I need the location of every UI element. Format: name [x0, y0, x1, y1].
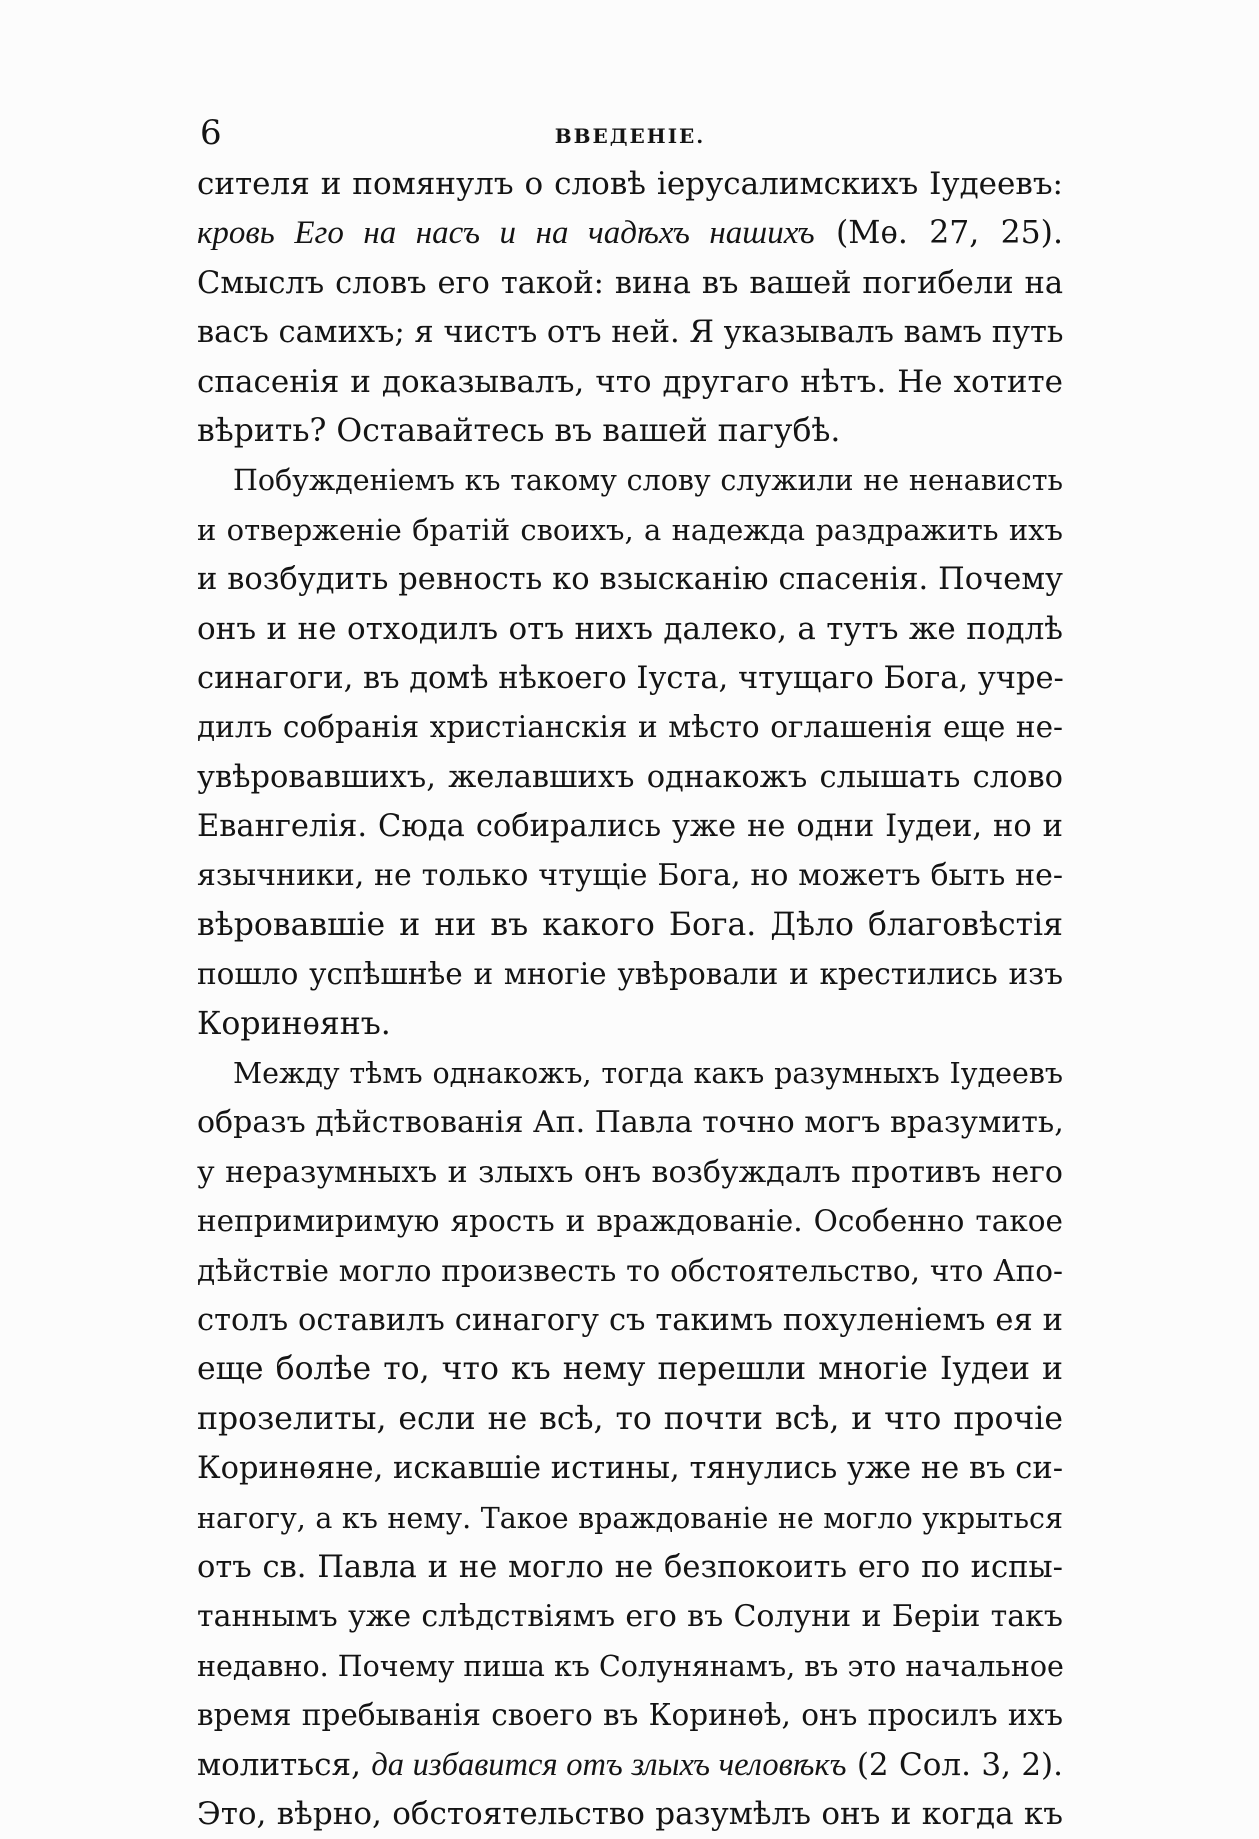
text-line: Побужденіемъ къ такому слову служили не ненависть [233, 464, 1063, 498]
body-text [197, 160, 1063, 1839]
text-line: Коринѳяне, искавшіе истины, тянулись уже не въ си- [197, 1451, 1063, 1487]
text-line: язычники, не только чтущіе Бога, но можетъ быть не- [197, 858, 1063, 894]
text-line: пошло успѣшнѣе и многіе увѣровали и крестились изъ [197, 957, 1063, 992]
text-line: вѣрить? Оставайтесь въ вашей пагубѣ. [197, 412, 841, 449]
text-line: столъ оставилъ синагогу съ такимъ похуленіемъ ея и [197, 1302, 1063, 1338]
text-line: дилъ собранія христіанскія и мѣсто оглашенія еще не- [197, 710, 1063, 745]
page-number: 6 [200, 113, 222, 153]
text-line: отъ св. Павла и не могло не безпокоить его по испы- [197, 1549, 1063, 1585]
text-line: Евангелія. Сюда собирались уже не одни Іудеи, но и [197, 809, 1063, 845]
text-line: и отверженіе братій своихъ, а надежда раздражить ихъ [197, 512, 1063, 547]
text-line: Смыслъ словъ его такой: вина въ вашей погибели на [197, 265, 1063, 301]
text-line: еще болѣе то, что къ нему перешли многіе Іудеи и [197, 1351, 1063, 1388]
text-line: онъ и не отходилъ отъ нихъ далеко, а тутъ же подлѣ [197, 610, 1063, 647]
italic-quotation: да избавится отъ злыхъ человѣкъ [371, 1746, 847, 1783]
text-line: дѣйствіе могло произвесть то обстоятельство, что Апо- [197, 1253, 1063, 1288]
text-line: недавно. Почему пиша къ Солунянамъ, въ это начальное [197, 1649, 1064, 1683]
text-line: прозелиты, если не всѣ, то почти всѣ, и что прочіе [197, 1400, 1063, 1437]
text-line: Это, вѣрно, обстоятельство разумѣлъ онъ и когда къ [197, 1795, 1063, 1832]
running-title: ВВЕДЕНІЕ. [554, 124, 706, 148]
text-line: нагогу, а къ нему. Такое враждованіе не могло укрыться [197, 1501, 1063, 1535]
text-line: у неразумныхъ и злыхъ онъ возбуждалъ противъ него [197, 1154, 1063, 1190]
text-line: непримиримую ярость и враждованіе. Особенно такое [197, 1204, 1063, 1239]
text-line: образъ дѣйствованія Ап. Павла точно могъ вразумить, [197, 1105, 1064, 1141]
text-line: таннымъ уже слѣдствіямъ его въ Солуни и Беріи такъ [197, 1599, 1063, 1635]
text-line: Между тѣмъ однакожъ, тогда какъ разумныхъ Іудеевъ [233, 1057, 1063, 1091]
text-line [197, 209, 1063, 258]
text-line: увѣровавшихъ, желавшихъ однакожъ слышать слово [197, 759, 1063, 795]
text-line: синагоги, въ домѣ нѣкоего Іуста, чтущаго Бога, учре- [197, 660, 1064, 696]
book-page [197, 100, 1064, 1832]
text-line: Коринѳянъ. [197, 1005, 391, 1042]
text-line: время пребыванія своего въ Коринѳѣ, онъ просилъ ихъ [197, 1698, 1063, 1733]
text-line: спасенія и доказывалъ, что другаго нѣтъ. Не хотите [197, 363, 1063, 400]
text-line: сителя и помянулъ о словѣ іерусалимскихъ Іудеевъ: [197, 166, 1063, 202]
text-line: вѣровавшіе и ни въ какого Бога. Дѣло благовѣстія [197, 906, 1063, 943]
text-line: и возбудить ревность ко взысканію спасенія. Почему [197, 562, 1063, 598]
running-header [197, 100, 1063, 153]
text-line: васъ самихъ; я чистъ отъ ней. Я указывалъ вамъ путь [197, 315, 1064, 351]
citation: (Мѳ. 27, 25). [814, 215, 1063, 252]
italic-quotation: кровь Его на насъ и на чадѣхъ нашихъ [197, 215, 815, 252]
text-line [197, 1741, 1063, 1790]
citation: (2 Сол. 3, 2). [846, 1746, 1063, 1783]
text-segment: молиться, [197, 1746, 372, 1783]
